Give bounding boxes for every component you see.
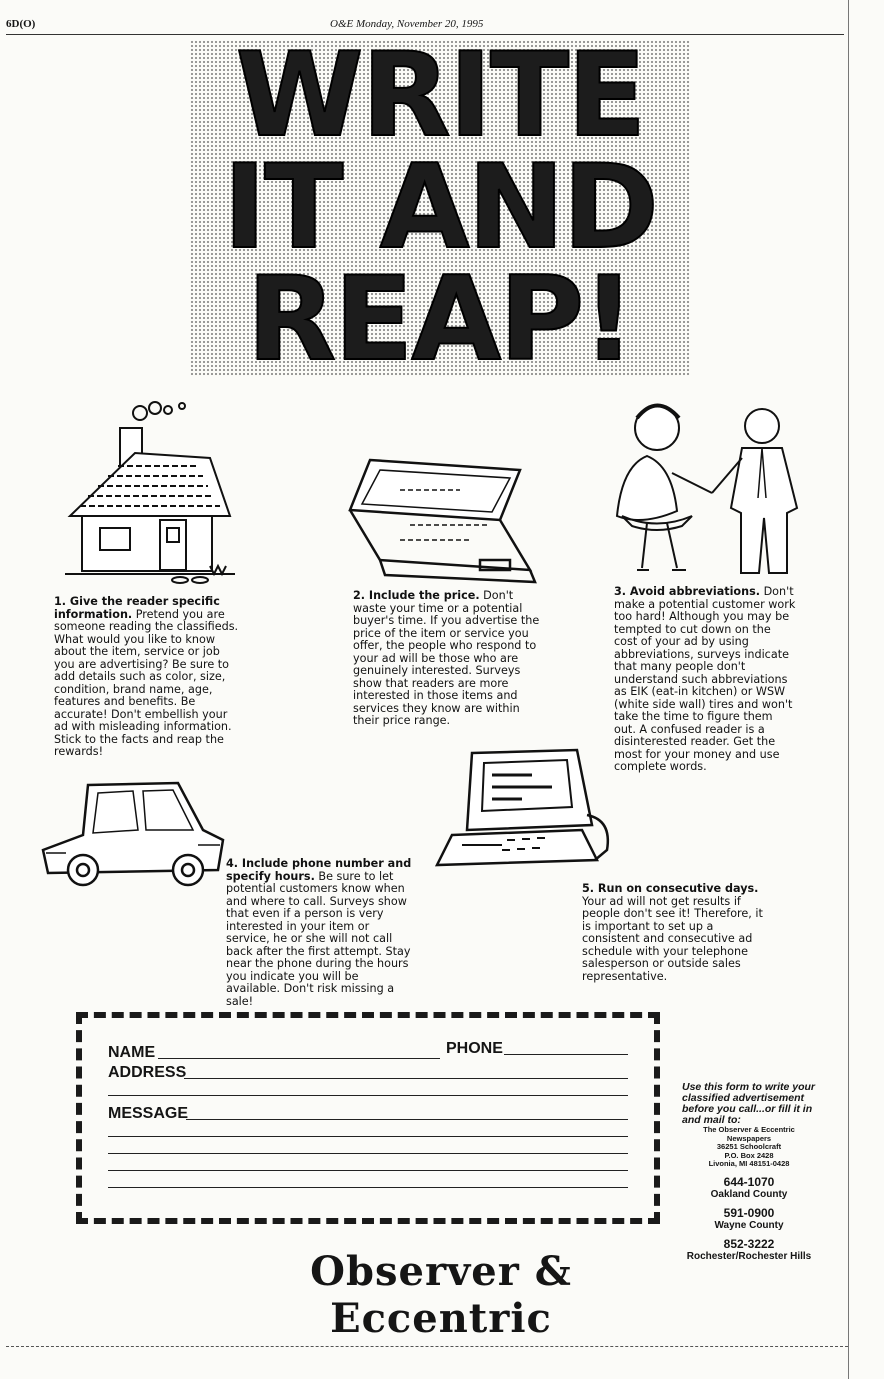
phone-number-rochester: 852-3222	[723, 1236, 775, 1251]
phone-number-oakland: 644-1070	[723, 1174, 775, 1189]
tip-4-body: Be sure to let potential customers know when and where to call. Surveys show that even if a person is very interested in your item or service, he or she will not call back after the first attempt. Stay near the phone during the hours you indicate you will be available. Don't risk missing a sale!	[226, 869, 411, 1008]
street-address: 36251 Schoolcraft	[716, 1142, 782, 1151]
company-line-2: Newspapers	[726, 1133, 772, 1143]
computer-illustration	[432, 745, 622, 875]
tip-1	[54, 596, 242, 759]
couple-illustration	[612, 398, 812, 588]
tip-2-title: 2. Include the price.	[353, 589, 480, 602]
city-state-zip: Livonia, MI 48151-0428	[708, 1159, 790, 1168]
tip-3	[614, 586, 796, 774]
tip-5	[582, 883, 774, 983]
tip-2	[353, 590, 541, 728]
date-line: O&E Monday, November 20, 1995	[330, 18, 484, 30]
name-label: NAME	[108, 1044, 156, 1061]
tip-5-title: 5. Run on consecutive days.	[582, 882, 759, 895]
bottom-rule	[6, 1346, 848, 1347]
tip-1-title: 1. Give the reader specific information.	[54, 595, 220, 621]
message-input-line[interactable]	[108, 1170, 628, 1171]
headline-line-2: IT AND	[223, 140, 657, 275]
mail-instructions: Use this form to write your classified advertisement before you call...or fill it in and mail to:	[682, 1081, 816, 1126]
tip-5-body: Your ad will not get results if people don't see it! Therefore, it is important to set up a consistent and consecutive ad schedule with your telephone salesperson or outside sales representative.	[582, 894, 763, 983]
message-input-line[interactable]	[108, 1153, 628, 1154]
name-input-line[interactable]	[158, 1058, 440, 1059]
page-label: 6D(O)	[6, 18, 36, 30]
address-label: ADDRESS	[108, 1064, 187, 1081]
message-input-line[interactable]	[108, 1136, 628, 1137]
area-rochester: Rochester/Rochester Hills	[686, 1250, 812, 1262]
phone-number-wayne: 591-0900	[723, 1205, 775, 1220]
headline	[190, 28, 690, 387]
po-box: P.O. Box 2428	[724, 1150, 774, 1160]
area-wayne: Wayne County	[714, 1219, 784, 1231]
tip-3-body: Don't make a potential customer work too hard! Although you may be tempted to cut down on the cost of your ad by using abbreviations, surveys indicate that many people don't understand such abbreviations as EIK (eat-in kitchen) or WSW (white side wall) tires and won't take the time to figure them out. A confused reader is a disinterested reader. Get the most for your money and use complete words.	[614, 585, 796, 773]
message-input-line[interactable]	[108, 1187, 628, 1188]
headline-line-3: REAP!	[246, 252, 634, 387]
area-oakland: Oakland County	[710, 1188, 788, 1200]
mail-info	[682, 1082, 816, 1262]
address-input-line[interactable]	[184, 1078, 628, 1079]
house-illustration	[60, 398, 240, 588]
tip-4	[226, 858, 416, 1008]
observer-eccentric-logo: Observer & Eccentric	[310, 1248, 572, 1342]
tip-2-body: Don't waste your time or a potential buyer's time. If you advertise the price of the item or service you offer, the people who respond to your ad will be those who are genuinely interested. Surveys show that readers are more interested in those items and services they know are within their price range.	[353, 589, 540, 727]
tip-4-title: 4. Include phone number and specify hours.	[226, 857, 412, 883]
address-input-line-2[interactable]	[108, 1095, 628, 1096]
headline-line-1: WRITE	[235, 28, 645, 163]
car-illustration	[38, 775, 228, 895]
phone-label: PHONE	[446, 1040, 503, 1057]
briefcase-illustration	[340, 450, 540, 585]
company-line-1: The Observer & Eccentric	[703, 1125, 795, 1134]
tip-3-title: 3. Avoid abbreviations.	[614, 585, 760, 598]
message-input-line[interactable]	[186, 1119, 628, 1120]
page-edge-rule	[848, 0, 849, 1379]
tip-1-body: Pretend you are someone reading the classifieds. What would you like to know about the item, service or job you are advertising? Be sure to add details such as color, size, condition, brand name, age, features and benefits. Be accurate! Don't embellish your ad with misleading information. Stick to the facts and reap the rewards!	[54, 607, 239, 758]
phone-input-line[interactable]	[504, 1054, 628, 1055]
message-label: MESSAGE	[108, 1105, 189, 1122]
